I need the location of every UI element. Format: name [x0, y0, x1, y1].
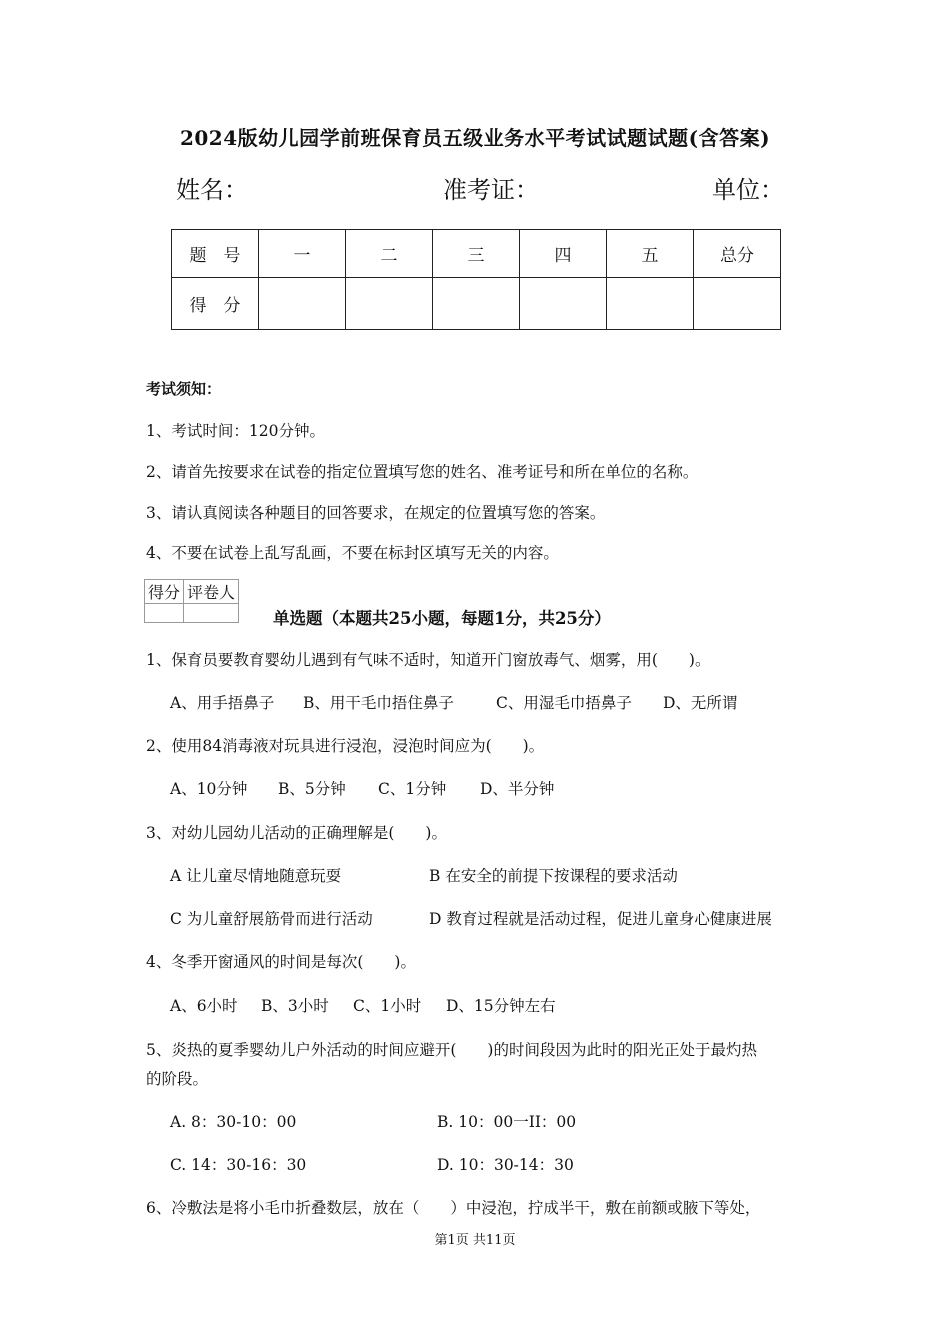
question-option: C. 14：30-16：30 [170, 1156, 307, 1174]
score-table-header: 三 [433, 230, 520, 278]
score-table-header: 总分 [694, 230, 781, 278]
question-option: B、3小时 [261, 997, 329, 1015]
grader-score-cell[interactable] [145, 604, 184, 623]
score-table-header: 五 [607, 230, 694, 278]
score-cell[interactable] [607, 278, 694, 330]
score-table-row-label: 题 号 [172, 230, 259, 278]
question-text: 3、对幼儿园幼儿活动的正确理解是( )。 [146, 824, 447, 842]
score-table-header: 一 [259, 230, 346, 278]
grader-reviewer-cell[interactable] [184, 604, 239, 623]
notice-item: 3、请认真阅读各种题目的回答要求，在规定的位置填写您的答案。 [146, 504, 606, 522]
question-option: B、5分钟 [278, 780, 346, 798]
notice-heading: 考试须知： [146, 380, 222, 398]
section-title: 单选题（本题共25小题，每题1分，共25分） [273, 609, 611, 628]
grader-score-label: 得分 [145, 580, 184, 604]
question-option: A 让儿童尽情地随意玩耍 [170, 867, 342, 885]
score-cell[interactable] [259, 278, 346, 330]
question-option: B 在安全的前提下按课程的要求活动 [429, 867, 678, 885]
grader-box [144, 579, 239, 623]
question-text: 5、炎热的夏季婴幼儿户外活动的时间应避开( )的时间段因为此时的阳光正处于最灼热 [146, 1041, 757, 1059]
question-option: D 教育过程就是活动过程，促进儿童身心健康进展 [429, 910, 772, 928]
question-option: A、6小时 [170, 997, 238, 1015]
question-text: 1、保育员要教育婴幼儿遇到有气味不适时，知道开门窗放毒气、烟雾，用( )。 [146, 651, 711, 669]
question-option: C 为儿童舒展筋骨而进行活动 [170, 910, 373, 928]
question-text: 4、冬季开窗通风的时间是每次( )。 [146, 953, 416, 971]
question-text: 2、使用84消毒液对玩具进行浸泡，浸泡时间应为( )。 [146, 737, 545, 755]
question-option: C、1分钟 [378, 780, 447, 798]
page-title: 2024版幼儿园学前班保育员五级业务水平考试试题试题(含答案) [179, 126, 771, 150]
question-option: A、用手捂鼻子 [170, 694, 275, 712]
score-table-row-label: 得 分 [172, 278, 259, 330]
score-table-header: 二 [346, 230, 433, 278]
score-cell[interactable] [433, 278, 520, 330]
score-cell[interactable] [346, 278, 433, 330]
question-option: D. 10：30-14：30 [437, 1156, 574, 1174]
score-cell[interactable] [520, 278, 607, 330]
notice-item: 4、不要在试卷上乱写乱画，不要在标封区填写无关的内容。 [146, 544, 559, 562]
question-option: C、1小时 [353, 997, 422, 1015]
question-option: A. 8：30-10：00 [170, 1113, 297, 1131]
question-option: C、用湿毛巾捂鼻子 [496, 694, 632, 712]
question-option: D、无所谓 [663, 694, 738, 712]
name-field-label: 姓名： [176, 176, 248, 204]
question-option: B、用干毛巾捂住鼻子 [303, 694, 454, 712]
question-option: B. 10：00一II：00 [437, 1113, 577, 1131]
grader-reviewer-label: 评卷人 [184, 580, 239, 604]
unit-field-label: 单位： [712, 176, 784, 204]
score-table-header: 四 [520, 230, 607, 278]
question-option: D、15分钟左右 [446, 997, 556, 1015]
question-text: 6、冷敷法是将小毛巾折叠数层，放在（ ）中浸泡，拧成半干，敷在前额或腋下等处， [146, 1199, 761, 1217]
question-option: D、半分钟 [480, 780, 555, 798]
notice-item: 2、请首先按要求在试卷的指定位置填写您的姓名、准考证号和所在单位的名称。 [146, 463, 699, 481]
question-text: 的阶段。 [146, 1070, 209, 1088]
page-footer: 第1页 共11页 [434, 1233, 516, 1248]
score-table [171, 229, 781, 330]
exam-id-field-label: 准考证： [443, 176, 539, 204]
notice-item: 1、考试时间：120分钟。 [146, 422, 325, 440]
score-cell[interactable] [694, 278, 781, 330]
question-option: A、10分钟 [170, 780, 248, 798]
